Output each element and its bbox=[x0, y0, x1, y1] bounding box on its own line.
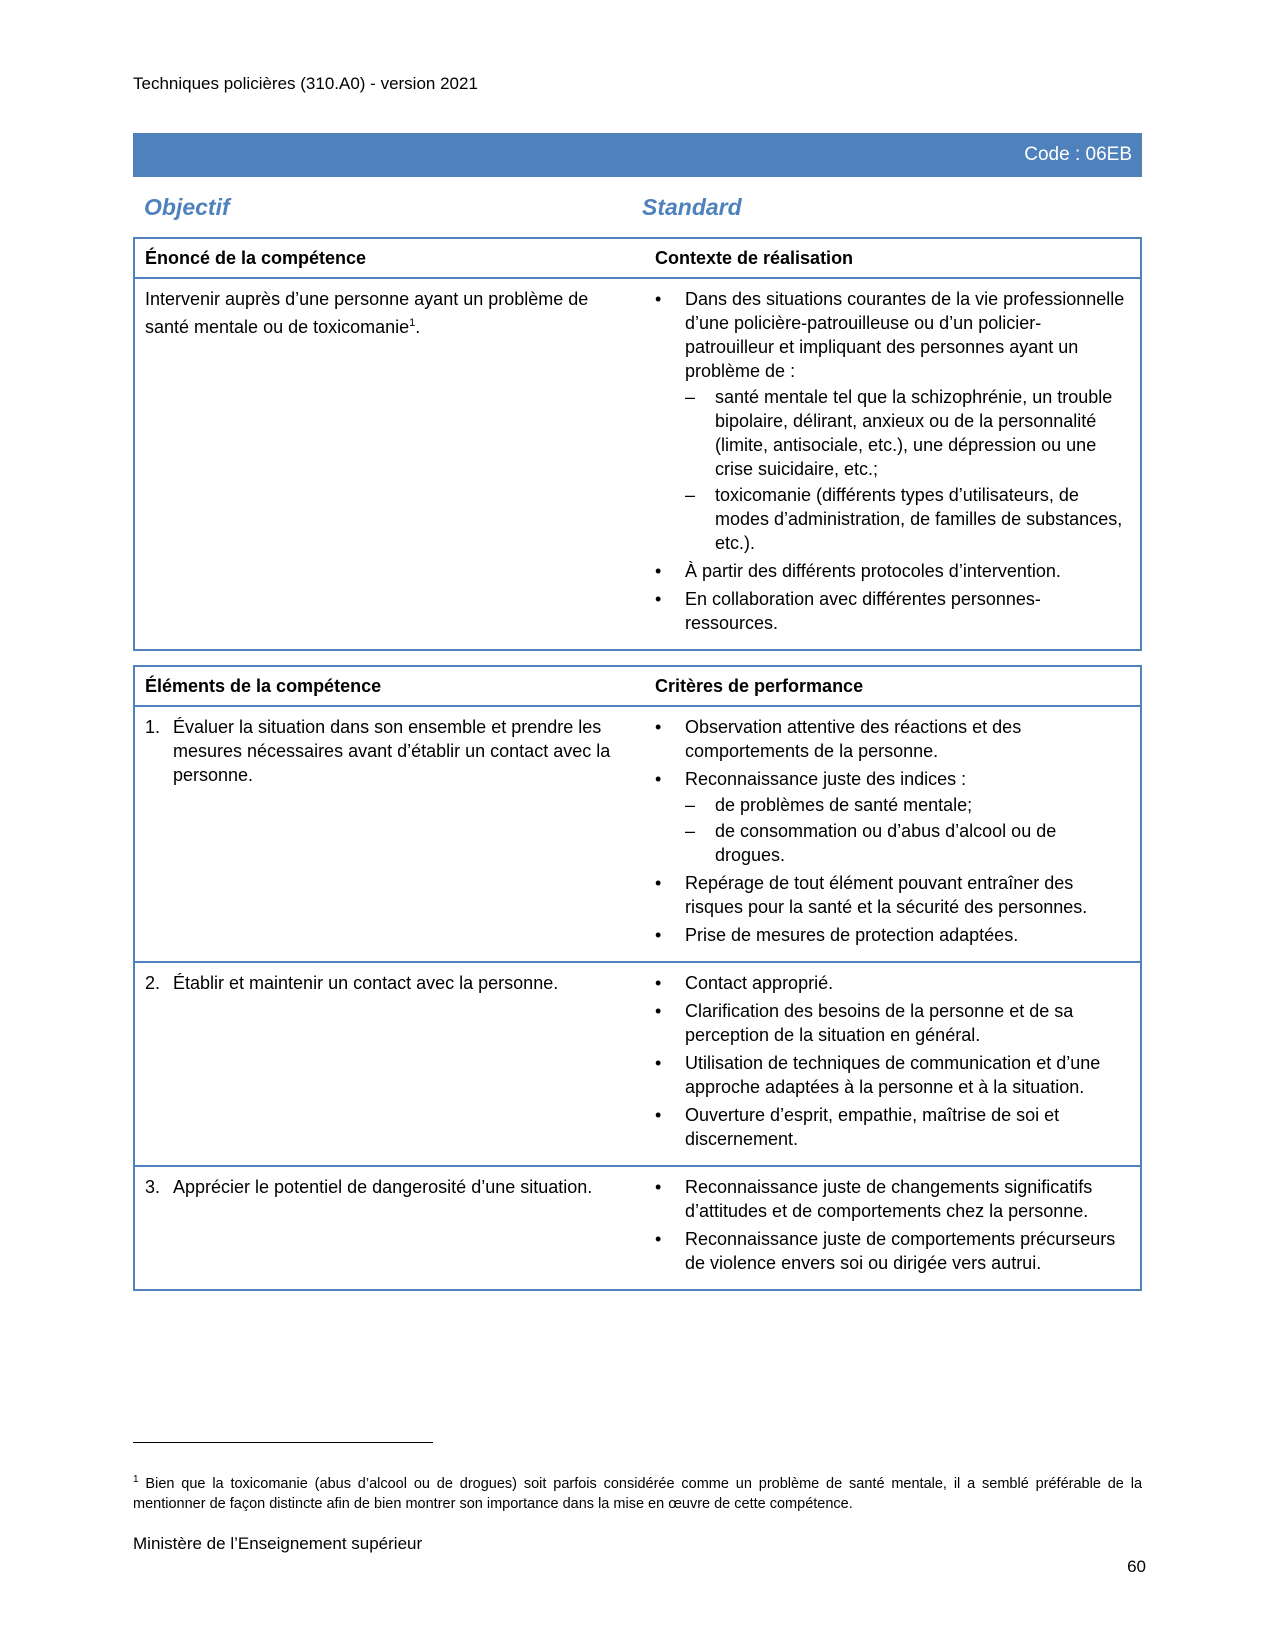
criterion: • Repérage de tout élément pouvant entraîner des risques pour la santé et la sécurité des personnes. bbox=[655, 871, 1130, 919]
footnote-text: Bien que la toxicomanie (abus d’alcool ou de drogues) soit parfois considérée comme un problème de santé mentale, il a semblé préférable de la mentionner de façon distincte afin de bien montrer son importance dans la mise en œuvre de cette compétence. bbox=[133, 1475, 1143, 1512]
realization-context bbox=[645, 278, 1141, 650]
elements-table bbox=[133, 665, 1142, 1291]
footnote-separator bbox=[133, 1442, 433, 1443]
statement-heading: Énoncé de la compétence bbox=[134, 238, 645, 278]
criteria-cell bbox=[645, 706, 1141, 962]
criterion: • Reconnaissance juste de comportements précurseurs de violence envers soi ou dirigée vers autrui. bbox=[655, 1227, 1130, 1275]
criterion: • Clarification des besoins de la personne et de sa perception de la situation en général. bbox=[655, 999, 1130, 1047]
competency-statement bbox=[134, 278, 645, 650]
code-bar bbox=[133, 133, 1142, 177]
element-number: 1. bbox=[145, 717, 161, 737]
context-item: • À partir des différents protocoles d’intervention. bbox=[655, 559, 1130, 583]
criterion: • Utilisation de techniques de communication et d’une approche adaptées à la personne et à la situation. bbox=[655, 1051, 1130, 1099]
context-heading: Contexte de réalisation bbox=[645, 238, 1141, 278]
context-item bbox=[655, 287, 1130, 555]
criterion: • Ouverture d’esprit, empathie, maîtrise de soi et discernement. bbox=[655, 1103, 1130, 1151]
criteria-cell bbox=[645, 962, 1141, 1166]
document-header: Techniques policières (310.A0) - version 2021 bbox=[133, 74, 478, 93]
standard-heading: Standard bbox=[642, 194, 742, 220]
criterion: • Reconnaissance juste de changements significatifs d’attitudes et de comportements chez la personne. bbox=[655, 1175, 1130, 1223]
element-number: 2. bbox=[145, 973, 161, 993]
element-text: Apprécier le potentiel de dangerosité d’une situation. bbox=[173, 1177, 593, 1197]
elements-heading: Éléments de la compétence bbox=[134, 666, 645, 706]
competency-code: Code : 06EB bbox=[1024, 144, 1132, 165]
context-sub-item: – santé mentale tel que la schizophrénie, un trouble bipolaire, délirant, anxieux ou de la personnalité (limite, antisociale, etc.), une dépression ou une crise suicidaire, etc.; bbox=[685, 385, 1130, 481]
context-item: • En collaboration avec différentes personnes-ressources. bbox=[655, 587, 1130, 635]
page-number: 60 bbox=[1127, 1557, 1146, 1576]
criterion-sub-item: – de consommation ou d’abus d’alcool ou de drogues. bbox=[685, 819, 1130, 867]
context-intro: Dans des situations courantes de la vie professionnelle d’une policière-patrouilleuse ou d’un policier-patrouilleur et impliquant des personnes ayant un problème de : bbox=[685, 289, 1125, 381]
criterion: • Contact approprié. bbox=[655, 971, 1130, 995]
footnote-number: 1 bbox=[133, 1474, 139, 1485]
criteria-cell bbox=[645, 1166, 1141, 1290]
element-cell bbox=[134, 962, 645, 1166]
footnote bbox=[133, 1470, 1142, 1514]
criterion-text: Reconnaissance juste des indices : bbox=[685, 769, 967, 789]
statement-end: . bbox=[415, 317, 421, 337]
ministry-footer: Ministère de l’Enseignement supérieur bbox=[133, 1534, 423, 1553]
criteria-heading: Critères de performance bbox=[645, 666, 1141, 706]
element-text: Évaluer la situation dans son ensemble et prendre les mesures nécessaires avant d’établir un contact avec la personne. bbox=[173, 717, 611, 785]
element-cell bbox=[134, 706, 645, 962]
footnote-ref: 1 bbox=[409, 317, 416, 329]
statement-text: Intervenir auprès d’une personne ayant un problème de santé mentale ou de toxicomanie bbox=[145, 289, 589, 337]
context-sub-item: – toxicomanie (différents types d’utilisateurs, de modes d’administration, de familles de substances, etc.). bbox=[685, 483, 1130, 555]
element-cell bbox=[134, 1166, 645, 1290]
competency-table bbox=[133, 237, 1142, 651]
element-number: 3. bbox=[145, 1177, 161, 1197]
criterion: • Prise de mesures de protection adaptées. bbox=[655, 923, 1130, 947]
criterion: • Observation attentive des réactions et des comportements de la personne. bbox=[655, 715, 1130, 763]
criterion bbox=[655, 767, 1130, 867]
criterion-sub-item: – de problèmes de santé mentale; bbox=[685, 793, 1130, 817]
element-text: Établir et maintenir un contact avec la personne. bbox=[173, 973, 559, 993]
objective-heading: Objectif bbox=[144, 194, 230, 220]
